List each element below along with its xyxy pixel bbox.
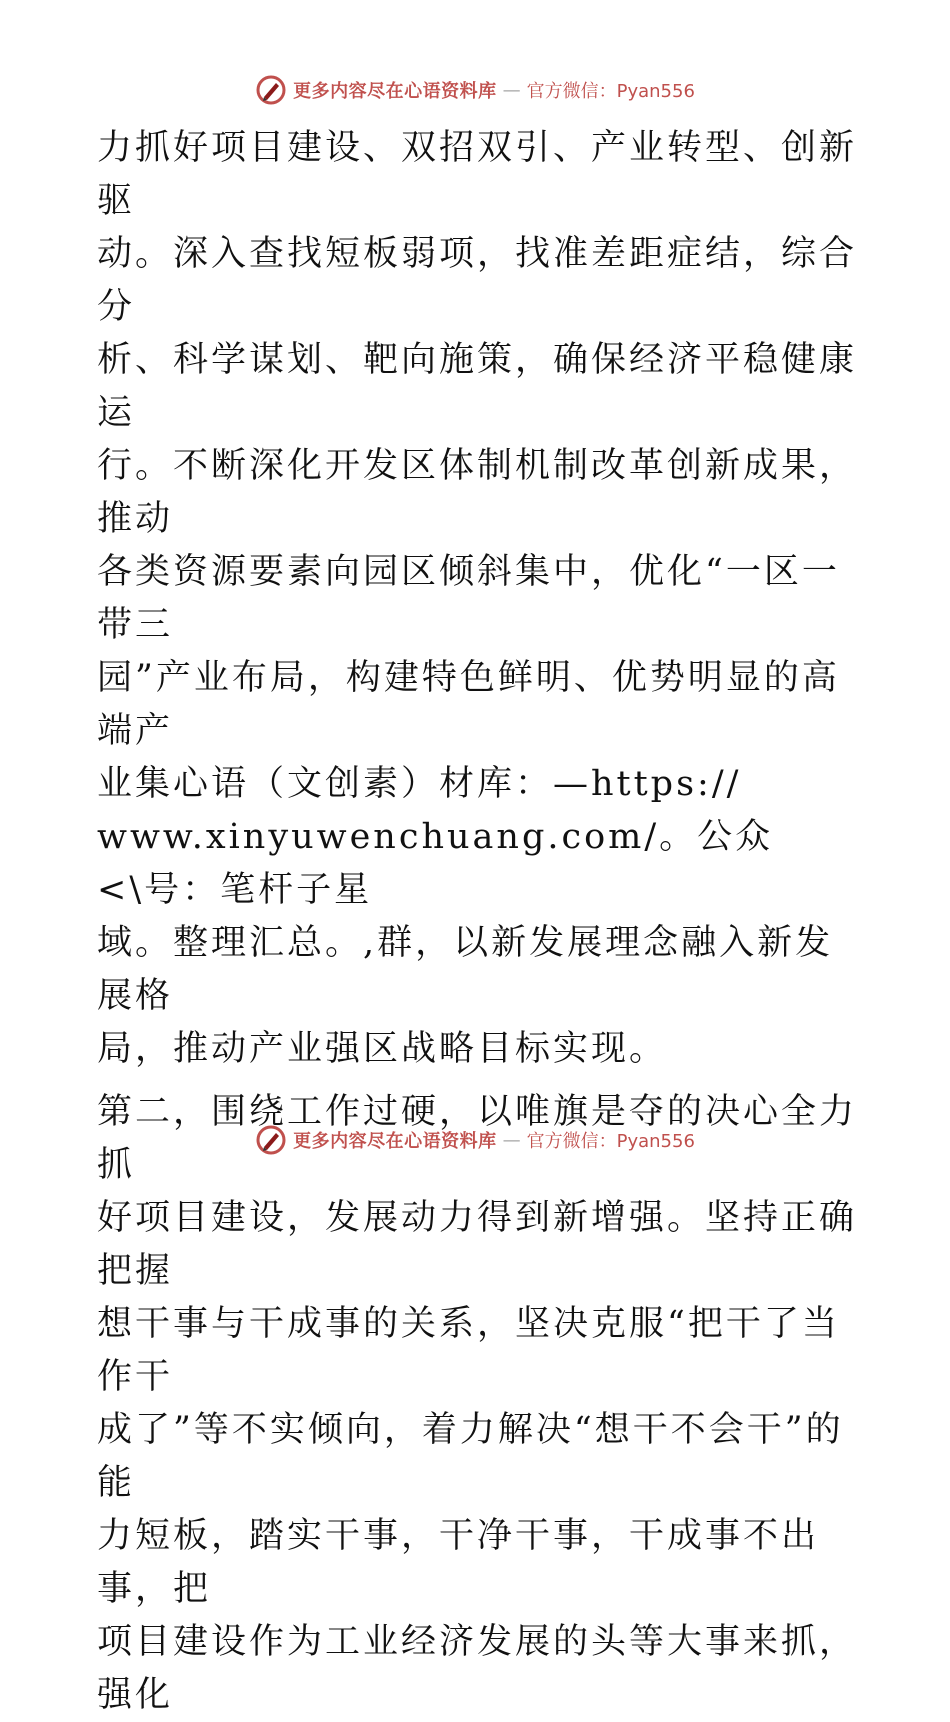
pen-logo-icon [255,1124,287,1156]
banner-separator: — [502,1129,521,1151]
banner-main-text: 更多内容尽在心语资料库 [293,81,497,102]
banner-main-text: 更多内容尽在心语资料库 [293,1131,497,1152]
paragraph-1: 力抓好项目建设、双招双引、产业转型、创新驱 动。深入查找短板弱项，找准差距症结，综合分 析、科学谋划、靶向施策，确保经济平稳健康运 行。不断深化开发区体制机制改革创新成果，推动 各类资源要素向园区倾斜集中，优化“一区一带三 园”产业布局，构建特色鲜明、优势明显的高端产 业集心语（文创素）材库：—https:// www.xinyuwenchuang.com/。公众<\号：笔杆子星 域。整理汇总。,群，以新发展理念融入新发展格 局，推动产业强区战略目标实现。 [97,128,858,1069]
banner-wechat-text: 官方微信：Pyan556 [526,81,695,102]
banner-wechat-text: 官方微信：Pyan556 [526,1131,695,1152]
paragraph-2: 第二，围绕工作过硬，以唯旗是夺的决心全力抓 好项目建设，发展动力得到新增强。坚持正确把握 想干事与干成事的关系，坚决克服“把干了当作干 成了”等不实倾向，着力解决“想干不会干”的能 力短板，踏实干事，干净干事，干成事不出事，把 项目建设作为工业经济发展的头等大事来抓，强化 [97,1092,858,1715]
banner-separator: — [502,79,521,101]
header-banner [0,70,950,110]
pen-logo-icon [255,74,287,106]
document-body [97,122,857,1722]
footer-banner [0,1120,950,1160]
